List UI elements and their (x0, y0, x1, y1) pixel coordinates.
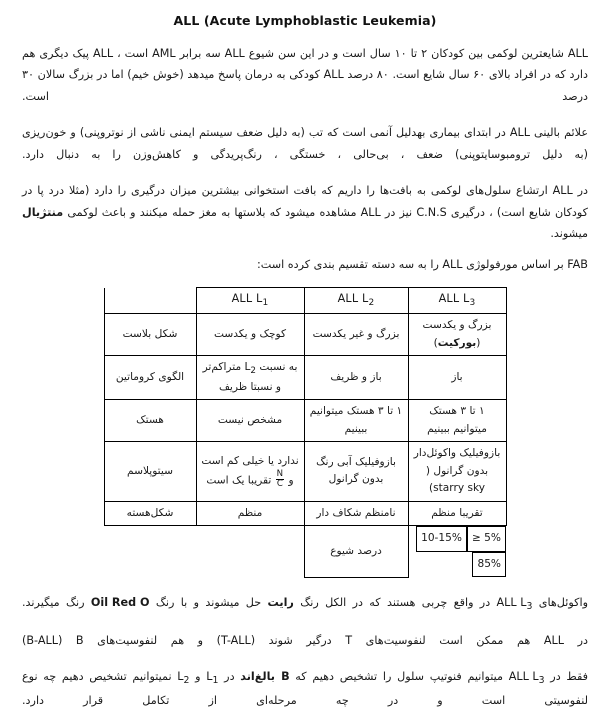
cell-l1: به نسبت $L_2$ متراکم‌تر و نسبتا ظریف (196, 356, 304, 400)
cell-row-label: شکل بلاست (104, 314, 196, 356)
column-header-l1: ALL $L_1$ (196, 288, 304, 314)
cell-l1: مشخص نیست (196, 400, 304, 442)
cell-l1: کوچک و یکدست (196, 314, 304, 356)
table-row (104, 356, 506, 400)
cell-l3: ۱ تا ۳ هستک میتوانیم ببینیم (408, 400, 506, 442)
page-title: ALL (Acute Lymphoblastic Leukemia) (173, 13, 437, 28)
cell-l1: 85% (472, 552, 506, 577)
paragraph-infiltration: در ALL ارتشاع سلول‌های لوکمی به بافت‌ها را داریم که بافت استخوانی بیشترین میزان درگیری را دارد (مثلا درد پا در کودکان شایع است) ، درگیری C.N.S نیز در ALL مشاهده میشود که بلاستها به مغز حمله میکنند و باعث لوکمی منتژیال میشوند. (22, 183, 588, 241)
table-row (104, 442, 506, 501)
cell-l1: ندارد یا خیلی کم است و $\frac{N}{C}$ تقریبا یک است (196, 442, 304, 501)
table-row (104, 526, 506, 577)
cell-l2: نامنظم شکاف دار (304, 501, 408, 525)
cell-l3: تقریبا منظم (408, 501, 506, 525)
paragraph-epidemiology: ALL شایعترین لوکمی بین کودکان ۲ تا ۱۰ سال است و در این سن شیوع ALL سه برابر AML است ، ALL پیک دیگری هم دارد که در افراد بالای ۶۰ سال شایع است. ۸۰ درصد ALL کودکی به درمان پاسخ میدهد (خوش خیم) اما در بزرگ سالان ۳۰ درصد است. (22, 46, 589, 104)
cell-l2: باز و ظریف (304, 356, 408, 400)
table-row (104, 501, 506, 525)
column-header-l2: ALL $L_2$ (304, 288, 408, 314)
cell-row-label: هستک (104, 400, 196, 442)
cell-l3: باز (408, 356, 506, 400)
paragraph-vacuoles: واکوئل‌های ALL $L_3$ در واقع چربی هستند که در الکل رنگ رایت حل میشوند و با رنگ Oil Red O رنگ میگیرند. (22, 595, 588, 612)
cell-row-label: شکل‌هسته (104, 501, 196, 525)
table-row (104, 400, 506, 442)
cell-row-label: درصد شیوع (304, 526, 408, 577)
cell-l2: 10-15% (416, 526, 467, 551)
cell-l1: منظم (196, 501, 304, 525)
fab-classification-table (104, 287, 507, 577)
column-header-l3: ALL $L_3$ (408, 288, 506, 314)
cell-l3: بازوفیلیک واکوئل‌دار بدون گرانول (starry sky) (408, 442, 506, 501)
table-header-row (104, 288, 506, 314)
cell-l2: ۱ تا ۳ هستک میتوانیم ببینیم (304, 400, 408, 442)
cell-row-label: الگوی کروماتین (104, 356, 196, 400)
paragraph-t-b-lymphocytes: در ALL هم ممکن است لنفوسیت‌های T درگیر شوند (T-ALL) و هم لنفوسیت‌های B (B-ALL) (22, 633, 588, 647)
table-row (104, 314, 506, 356)
cell-l2: بزرگ و غیر یکدست (304, 314, 408, 356)
paragraph-fab-intro: FAB بر اساس مورفولوژی ALL را به سه دسته تقسیم بندی کرده است: (256, 258, 588, 272)
cell-l3: ≥ 5% (467, 526, 506, 551)
cell-l3: بزرگ و یکدست (بورکیت) (408, 314, 506, 356)
paragraph-clinical-signs: علائم بالینی ALL در ابتدای بیماری بهدلیل آنمی است که تب (به دلیل ضعف سیستم ایمنی ناشی از نوتروپنی) و خون‌ریزی (به دلیل ترومبوسایتوپنی) ضعف ، بی‌حالی ، خستگی ، رنگ‌پریدگی و کاهش‌وزن را به دنبال دارد. (22, 126, 589, 161)
fab-classification-table-wrap (0, 287, 610, 577)
cell-row-label: سیتوپلاسم (104, 442, 196, 501)
table-body (104, 314, 506, 577)
paragraph-phenotype: فقط در ALL $L_3$ میتوانیم فنوتیپ سلول را تشخیص دهیم که B بالغ‌اند در $L_1$ و $L_2$ نمیتوانیم تشخیص دهیم چه نوع لنفوسیتی است و در چه مرحله‌ای از تکامل قرار دارد. (22, 669, 589, 708)
column-header-blank (104, 288, 196, 314)
cell-l2: بازوفیلیک آبی رنگ بدون گرانول (304, 442, 408, 501)
